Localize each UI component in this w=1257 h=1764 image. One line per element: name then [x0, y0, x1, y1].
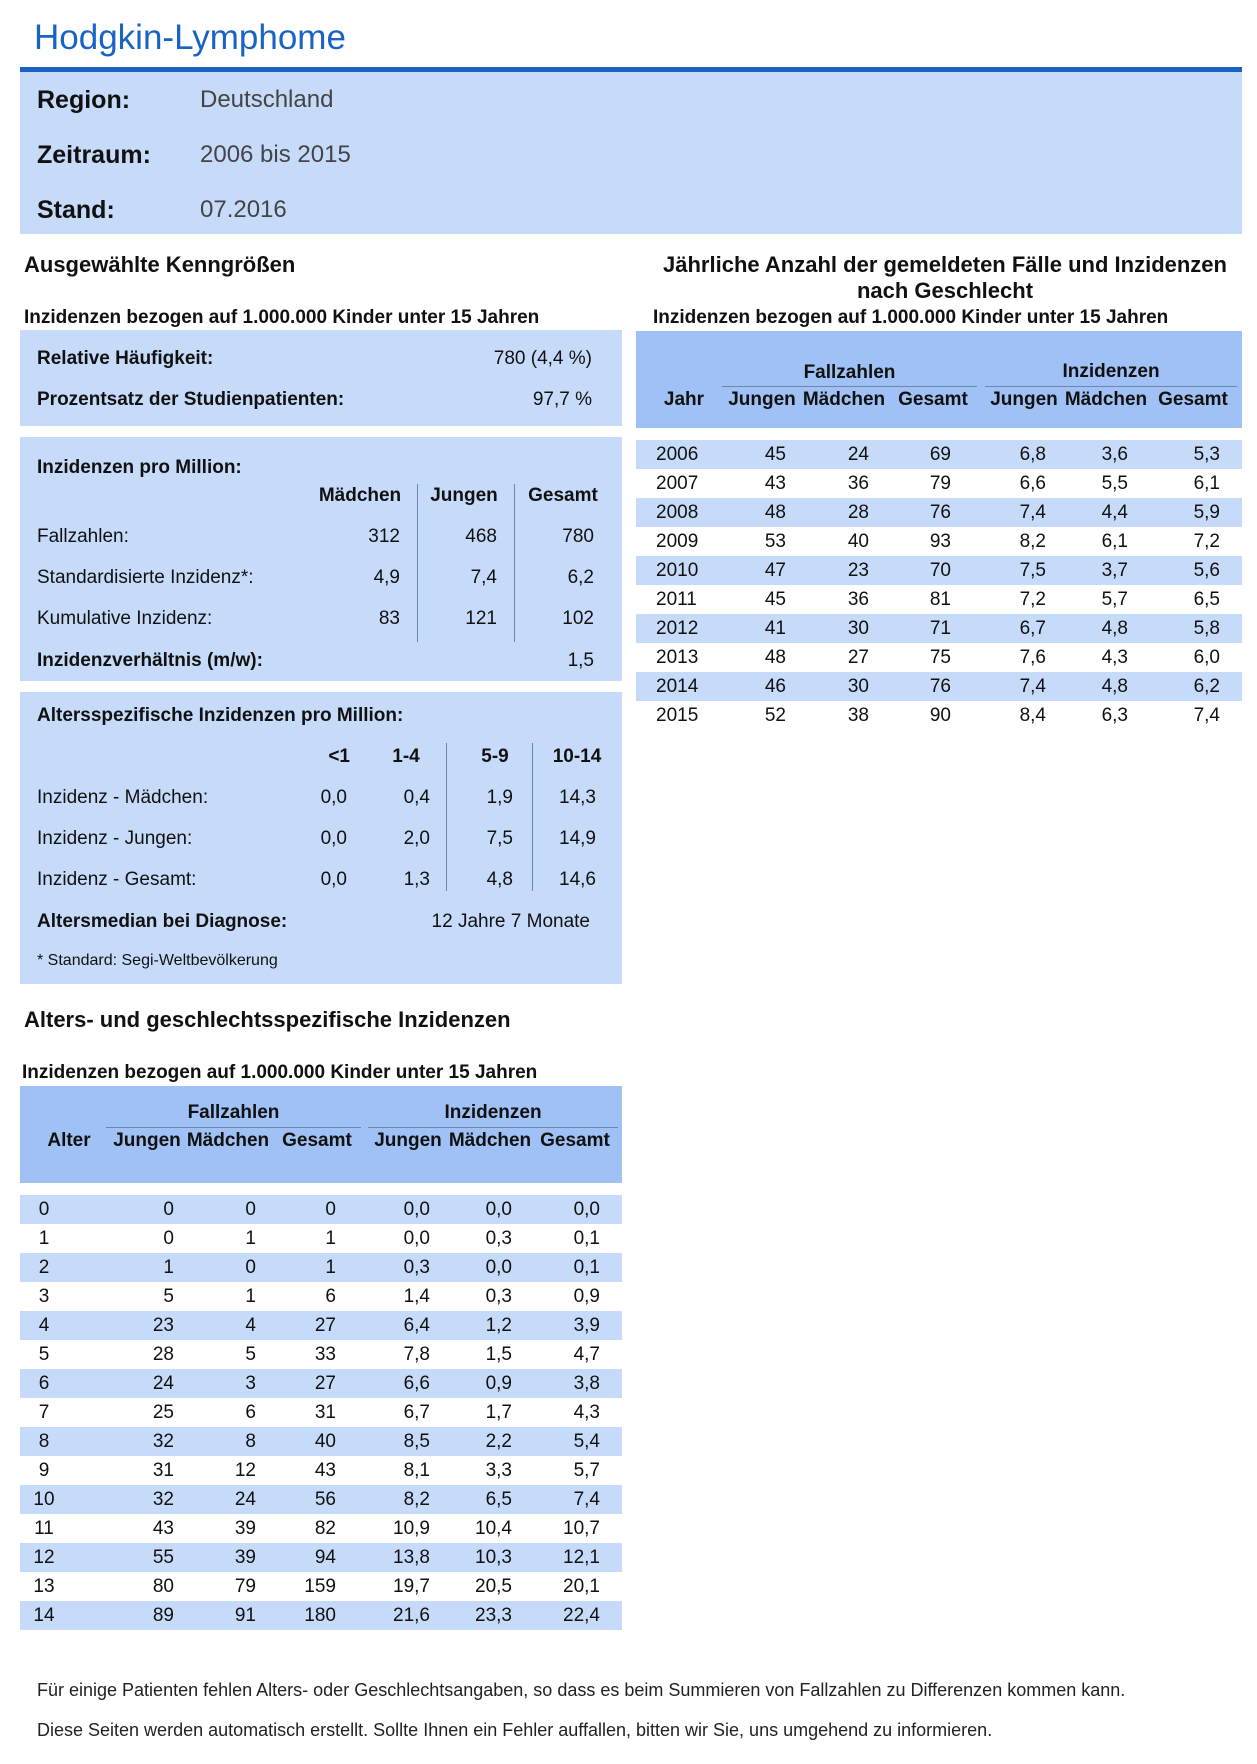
- cell-value: 0,4: [403, 787, 430, 808]
- col-gesamt: Gesamt: [1158, 389, 1228, 410]
- jungen-cell: 28: [120, 1340, 196, 1369]
- status-value: 07.2016: [200, 196, 287, 223]
- inz-jungen-cell: 7,4: [973, 498, 1068, 527]
- col-maedchen: Mädchen: [448, 1130, 532, 1151]
- table-row: [20, 1485, 622, 1514]
- gesamt-cell: 31: [278, 1398, 358, 1427]
- jungen-cell: 52: [728, 701, 808, 730]
- row-label: Inzidenz - Gesamt:: [37, 869, 197, 890]
- inz-jungen-cell: 8,5: [358, 1427, 452, 1456]
- inz-maedchen-cell: 5,7: [1068, 585, 1150, 614]
- table-row: [636, 498, 1242, 527]
- maedchen-cell: 4: [196, 1311, 278, 1340]
- year-cell: 11: [20, 1514, 120, 1543]
- table-row: [20, 1427, 622, 1456]
- inz-maedchen-cell: 4,4: [1068, 498, 1150, 527]
- table-row: [20, 1340, 622, 1369]
- jungen-cell: 23: [120, 1311, 196, 1340]
- inz-jungen-cell: 0,0: [358, 1195, 452, 1224]
- divider: [722, 386, 977, 387]
- inz-maedchen-cell: 3,7: [1068, 556, 1150, 585]
- table-row: [20, 1514, 622, 1543]
- inz-jungen-cell: 10,9: [358, 1514, 452, 1543]
- maedchen-cell: 1: [196, 1282, 278, 1311]
- row-label: Kumulative Inzidenz:: [37, 608, 213, 629]
- year-cell: 14: [20, 1601, 120, 1630]
- jungen-cell: 48: [728, 643, 808, 672]
- cell-value: 468: [465, 526, 497, 547]
- inz-gesamt-cell: 5,7: [534, 1456, 622, 1485]
- maedchen-cell: 1: [196, 1224, 278, 1253]
- group-fallzahlen: Fallzahlen: [803, 362, 896, 383]
- inz-gesamt-cell: 0,9: [534, 1282, 622, 1311]
- cell-value: 2,0: [403, 828, 430, 849]
- inz-gesamt-cell: 22,4: [534, 1601, 622, 1630]
- gesamt-cell: 79: [891, 469, 973, 498]
- year-cell: 6: [20, 1369, 120, 1398]
- maedchen-cell: 91: [196, 1601, 278, 1630]
- inz-gesamt-cell: 4,7: [534, 1340, 622, 1369]
- inz-gesamt-cell: 5,9: [1150, 498, 1242, 527]
- year-cell: 0: [20, 1195, 120, 1224]
- incidence-heading: Inzidenzen pro Million:: [37, 457, 242, 478]
- gesamt-cell: 6: [278, 1282, 358, 1311]
- inz-jungen-cell: 7,2: [973, 585, 1068, 614]
- jungen-cell: 55: [120, 1543, 196, 1572]
- study-percentage-label: Prozentsatz der Studienpatienten:: [37, 389, 345, 410]
- col-jungen: Jungen: [728, 389, 796, 410]
- maedchen-cell: 0: [196, 1253, 278, 1282]
- inz-maedchen-cell: 10,3: [452, 1543, 534, 1572]
- maedchen-cell: 30: [808, 672, 891, 701]
- summary-panel: [20, 330, 622, 426]
- table-row: [636, 440, 1242, 469]
- inz-maedchen-cell: 3,3: [452, 1456, 534, 1485]
- inz-jungen-cell: 8,1: [358, 1456, 452, 1485]
- year-cell: 2008: [636, 498, 728, 527]
- year-cell: 2015: [636, 701, 728, 730]
- inz-maedchen-cell: 0,3: [452, 1282, 534, 1311]
- maedchen-cell: 8: [196, 1427, 278, 1456]
- inz-gesamt-cell: 0,0: [534, 1195, 622, 1224]
- maedchen-cell: 39: [196, 1543, 278, 1572]
- relative-frequency-value: 780 (4,4 %): [493, 348, 592, 369]
- gesamt-cell: 27: [278, 1369, 358, 1398]
- gesamt-cell: 90: [891, 701, 973, 730]
- maedchen-cell: 28: [808, 498, 891, 527]
- inz-maedchen-cell: 0,9: [452, 1369, 534, 1398]
- inz-maedchen-cell: 6,5: [452, 1485, 534, 1514]
- relative-frequency-label: Relative Häufigkeit:: [37, 348, 214, 369]
- region-label: Region:: [37, 86, 131, 114]
- inz-gesamt-cell: 0,1: [534, 1253, 622, 1282]
- col-maedchen: Mädchen: [802, 389, 886, 410]
- inz-jungen-cell: 6,8: [973, 440, 1068, 469]
- table-row: [20, 1369, 622, 1398]
- table-row: [20, 1195, 622, 1224]
- year-cell: 10: [20, 1485, 120, 1514]
- inz-jungen-cell: 19,7: [358, 1572, 452, 1601]
- cell-value: 14,3: [559, 787, 596, 808]
- jungen-cell: 32: [120, 1427, 196, 1456]
- cell-value: 14,9: [559, 828, 596, 849]
- col-jahr: Jahr: [663, 389, 705, 410]
- maedchen-cell: 27: [808, 643, 891, 672]
- cell-value: 0,0: [320, 869, 347, 890]
- year-cell: 2011: [636, 585, 728, 614]
- table-row: [20, 1224, 622, 1253]
- table-row: [20, 1398, 622, 1427]
- row-label: Standardisierte Inzidenz*:: [37, 567, 254, 588]
- inz-maedchen-cell: 1,5: [452, 1340, 534, 1369]
- gesamt-cell: 33: [278, 1340, 358, 1369]
- inz-jungen-cell: 8,2: [973, 527, 1068, 556]
- jungen-cell: 25: [120, 1398, 196, 1427]
- inz-gesamt-cell: 12,1: [534, 1543, 622, 1572]
- year-cell: 2013: [636, 643, 728, 672]
- row-label: Fallzahlen:: [37, 526, 129, 547]
- jungen-cell: 47: [728, 556, 808, 585]
- study-percentage-value: 97,7 %: [532, 389, 592, 410]
- inz-jungen-cell: 21,6: [358, 1601, 452, 1630]
- inz-maedchen-cell: 3,6: [1068, 440, 1150, 469]
- inz-jungen-cell: 7,6: [973, 643, 1068, 672]
- inz-maedchen-cell: 1,2: [452, 1311, 534, 1340]
- cell-value: 4,8: [486, 869, 513, 890]
- maedchen-cell: 23: [808, 556, 891, 585]
- group-inzidenzen: Inzidenzen: [444, 1102, 542, 1123]
- inz-maedchen-cell: 4,8: [1068, 672, 1150, 701]
- gesamt-cell: 71: [891, 614, 973, 643]
- year-cell: 2012: [636, 614, 728, 643]
- inz-gesamt-cell: 5,4: [534, 1427, 622, 1456]
- age-col: 1-4: [392, 746, 420, 767]
- jungen-cell: 43: [728, 469, 808, 498]
- inz-jungen-cell: 6,7: [973, 614, 1068, 643]
- col-jungen: Jungen: [374, 1130, 442, 1151]
- year-cell: 8: [20, 1427, 120, 1456]
- year-cell: 3: [20, 1282, 120, 1311]
- gesamt-cell: 180: [278, 1601, 358, 1630]
- table-row: [636, 585, 1242, 614]
- year-cell: 2009: [636, 527, 728, 556]
- cell-value: 83: [378, 608, 400, 629]
- cell-value: 7,4: [470, 567, 497, 588]
- inz-maedchen-cell: 0,0: [452, 1253, 534, 1282]
- year-cell: 2006: [636, 440, 728, 469]
- jungen-cell: 43: [120, 1514, 196, 1543]
- cell-value: 4,9: [373, 567, 400, 588]
- status-label: Stand:: [37, 196, 115, 224]
- gesamt-cell: 76: [891, 672, 973, 701]
- maedchen-cell: 38: [808, 701, 891, 730]
- maedchen-cell: 40: [808, 527, 891, 556]
- inz-gesamt-cell: 4,3: [534, 1398, 622, 1427]
- jungen-cell: 31: [120, 1456, 196, 1485]
- inz-gesamt-cell: 6,5: [1150, 585, 1242, 614]
- cell-value: 1,9: [486, 787, 513, 808]
- yearly-heading-2: nach Geschlecht: [856, 278, 1034, 303]
- inz-jungen-cell: 6,6: [358, 1369, 452, 1398]
- divider: [446, 743, 447, 891]
- gesamt-cell: 56: [278, 1485, 358, 1514]
- inz-jungen-cell: 0,0: [358, 1224, 452, 1253]
- inz-gesamt-cell: 6,2: [1150, 672, 1242, 701]
- gesamt-cell: 69: [891, 440, 973, 469]
- period-label: Zeitraum:: [37, 141, 151, 169]
- jungen-cell: 48: [728, 498, 808, 527]
- inz-maedchen-cell: 4,8: [1068, 614, 1150, 643]
- median-label: Altersmedian bei Diagnose:: [37, 911, 288, 932]
- table-row: [20, 1282, 622, 1311]
- maedchen-cell: 24: [808, 440, 891, 469]
- median-value: 12 Jahre 7 Monate: [431, 911, 590, 932]
- maedchen-cell: 3: [196, 1369, 278, 1398]
- inz-maedchen-cell: 0,0: [452, 1195, 534, 1224]
- year-cell: 9: [20, 1456, 120, 1485]
- inz-jungen-cell: 8,2: [358, 1485, 452, 1514]
- jungen-cell: 46: [728, 672, 808, 701]
- year-cell: 5: [20, 1340, 120, 1369]
- inz-gesamt-cell: 3,9: [534, 1311, 622, 1340]
- table-row: [636, 672, 1242, 701]
- region-value: Deutschland: [200, 86, 334, 113]
- jungen-cell: 41: [728, 614, 808, 643]
- period-value: 2006 bis 2015: [200, 141, 351, 168]
- maedchen-cell: 0: [196, 1195, 278, 1224]
- jungen-cell: 0: [120, 1195, 196, 1224]
- inz-maedchen-cell: 2,2: [452, 1427, 534, 1456]
- yearly-table: [636, 440, 1242, 730]
- cell-value: 7,5: [486, 828, 513, 849]
- maedchen-cell: 39: [196, 1514, 278, 1543]
- gesamt-cell: 1: [278, 1224, 358, 1253]
- gesamt-cell: 94: [278, 1543, 358, 1572]
- gesamt-cell: 27: [278, 1311, 358, 1340]
- gesamt-cell: 159: [278, 1572, 358, 1601]
- inz-gesamt-cell: 6,1: [1150, 469, 1242, 498]
- jungen-cell: 24: [120, 1369, 196, 1398]
- inz-jungen-cell: 8,4: [973, 701, 1068, 730]
- cell-value: 1,3: [403, 869, 430, 890]
- footer-disclaimer: Diese Seiten werden automatisch erstellt. Sollte Ihnen ein Fehler auffallen, bitten wir Sie, uns umgehend zu informieren.: [37, 1720, 993, 1740]
- inz-gesamt-cell: 0,1: [534, 1224, 622, 1253]
- maedchen-cell: 24: [196, 1485, 278, 1514]
- year-cell: 2010: [636, 556, 728, 585]
- cell-value: 0,0: [320, 787, 347, 808]
- table-row: [636, 556, 1242, 585]
- year-cell: 4: [20, 1311, 120, 1340]
- cell-value: 102: [562, 608, 594, 629]
- cell-value: 14,6: [559, 869, 596, 890]
- inz-gesamt-cell: 20,1: [534, 1572, 622, 1601]
- gesamt-cell: 43: [278, 1456, 358, 1485]
- table-row: [636, 701, 1242, 730]
- cell-value: 121: [465, 608, 497, 629]
- col-jungen: Jungen: [990, 389, 1058, 410]
- table-row: [636, 469, 1242, 498]
- inz-gesamt-cell: 5,8: [1150, 614, 1242, 643]
- group-fallzahlen: Fallzahlen: [187, 1102, 280, 1123]
- table-row: [20, 1572, 622, 1601]
- yearly-heading: Jährliche Anzahl der gemeldeten Fälle und Inzidenzen: [663, 252, 1227, 277]
- gesamt-cell: 40: [278, 1427, 358, 1456]
- inz-maedchen-cell: 1,7: [452, 1398, 534, 1427]
- jungen-cell: 1: [120, 1253, 196, 1282]
- divider: [532, 743, 533, 891]
- kenngroessen-subheading: Inzidenzen bezogen auf 1.000.000 Kinder unter 15 Jahren: [24, 307, 540, 328]
- inz-jungen-cell: 7,5: [973, 556, 1068, 585]
- inz-gesamt-cell: 5,3: [1150, 440, 1242, 469]
- cell-value: 312: [368, 526, 400, 547]
- col-jungen: Jungen: [430, 485, 498, 506]
- inz-maedchen-cell: 10,4: [452, 1514, 534, 1543]
- jungen-cell: 53: [728, 527, 808, 556]
- col-maedchen: Mädchen: [1064, 389, 1148, 410]
- footnote: * Standard: Segi-Weltbevölkerung: [37, 952, 278, 969]
- inz-maedchen-cell: 20,5: [452, 1572, 534, 1601]
- inz-gesamt-cell: 3,8: [534, 1369, 622, 1398]
- inz-gesamt-cell: 7,2: [1150, 527, 1242, 556]
- inz-gesamt-cell: 6,0: [1150, 643, 1242, 672]
- agesex-heading: Alters- und geschlechtsspezifische Inzidenzen: [24, 1007, 511, 1032]
- kenngroessen-heading: Ausgewählte Kenngrößen: [24, 252, 296, 277]
- ratio-label: Inzidenzverhältnis (m/w):: [37, 650, 263, 671]
- jungen-cell: 45: [728, 585, 808, 614]
- inz-gesamt-cell: 5,6: [1150, 556, 1242, 585]
- year-cell: 1: [20, 1224, 120, 1253]
- col-maedchen: Mädchen: [186, 1130, 270, 1151]
- gesamt-cell: 75: [891, 643, 973, 672]
- group-inzidenzen: Inzidenzen: [1062, 361, 1160, 382]
- jungen-cell: 32: [120, 1485, 196, 1514]
- col-gesamt: Gesamt: [528, 485, 598, 506]
- row-label: Inzidenz - Jungen:: [37, 828, 193, 849]
- jungen-cell: 0: [120, 1224, 196, 1253]
- maedchen-cell: 5: [196, 1340, 278, 1369]
- inz-jungen-cell: 7,8: [358, 1340, 452, 1369]
- year-cell: 2007: [636, 469, 728, 498]
- col-gesamt: Gesamt: [540, 1130, 610, 1151]
- inz-jungen-cell: 0,3: [358, 1253, 452, 1282]
- age-col: 5-9: [481, 746, 509, 767]
- gesamt-cell: 0: [278, 1195, 358, 1224]
- inz-jungen-cell: 6,4: [358, 1311, 452, 1340]
- inz-maedchen-cell: 0,3: [452, 1224, 534, 1253]
- inz-maedchen-cell: 23,3: [452, 1601, 534, 1630]
- maedchen-cell: 6: [196, 1398, 278, 1427]
- inz-maedchen-cell: 6,1: [1068, 527, 1150, 556]
- table-row: [20, 1253, 622, 1282]
- inz-jungen-cell: 6,7: [358, 1398, 452, 1427]
- gesamt-cell: 76: [891, 498, 973, 527]
- maedchen-cell: 30: [808, 614, 891, 643]
- divider: [368, 1127, 618, 1128]
- jungen-cell: 45: [728, 440, 808, 469]
- gesamt-cell: 81: [891, 585, 973, 614]
- gesamt-cell: 70: [891, 556, 973, 585]
- gesamt-cell: 82: [278, 1514, 358, 1543]
- agesex-subheading: Inzidenzen bezogen auf 1.000.000 Kinder unter 15 Jahren: [22, 1062, 538, 1083]
- inz-maedchen-cell: 5,5: [1068, 469, 1150, 498]
- col-gesamt: Gesamt: [898, 389, 968, 410]
- divider: [106, 1127, 361, 1128]
- maedchen-cell: 12: [196, 1456, 278, 1485]
- table-row: [20, 1601, 622, 1630]
- cell-value: 0,0: [320, 828, 347, 849]
- jungen-cell: 80: [120, 1572, 196, 1601]
- age-col: <1: [328, 746, 350, 767]
- inz-jungen-cell: 1,4: [358, 1282, 452, 1311]
- agesex-table: [20, 1195, 622, 1630]
- jungen-cell: 89: [120, 1601, 196, 1630]
- jungen-cell: 5: [120, 1282, 196, 1311]
- row-label: Inzidenz - Mädchen:: [37, 787, 209, 808]
- year-cell: 2: [20, 1253, 120, 1282]
- ratio-value: 1,5: [567, 650, 594, 671]
- yearly-subheading: Inzidenzen bezogen auf 1.000.000 Kinder unter 15 Jahren: [653, 307, 1169, 328]
- table-row: [636, 527, 1242, 556]
- table-row: [20, 1543, 622, 1572]
- page-title: Hodgkin-Lymphome: [34, 18, 346, 57]
- gesamt-cell: 93: [891, 527, 973, 556]
- table-row: [20, 1456, 622, 1485]
- table-row: [20, 1311, 622, 1340]
- inz-maedchen-cell: 6,3: [1068, 701, 1150, 730]
- year-cell: 13: [20, 1572, 120, 1601]
- year-cell: 2014: [636, 672, 728, 701]
- col-jungen: Jungen: [113, 1130, 181, 1151]
- inz-gesamt-cell: 7,4: [534, 1485, 622, 1514]
- inz-jungen-cell: 6,6: [973, 469, 1068, 498]
- inz-maedchen-cell: 4,3: [1068, 643, 1150, 672]
- age-col: 10-14: [552, 746, 602, 767]
- col-gesamt: Gesamt: [282, 1130, 352, 1151]
- maedchen-cell: 36: [808, 585, 891, 614]
- table-row: [636, 643, 1242, 672]
- divider: [985, 386, 1237, 387]
- cell-value: 780: [562, 526, 594, 547]
- age-incidence-heading: Altersspezifische Inzidenzen pro Million:: [37, 705, 404, 726]
- maedchen-cell: 36: [808, 469, 891, 498]
- inz-gesamt-cell: 10,7: [534, 1514, 622, 1543]
- inz-gesamt-cell: 7,4: [1150, 701, 1242, 730]
- inz-jungen-cell: 7,4: [973, 672, 1068, 701]
- divider: [417, 484, 418, 642]
- gesamt-cell: 1: [278, 1253, 358, 1282]
- inz-jungen-cell: 13,8: [358, 1543, 452, 1572]
- year-cell: 7: [20, 1398, 120, 1427]
- col-alter: Alter: [47, 1130, 91, 1151]
- table-row: [636, 614, 1242, 643]
- col-maedchen: Mädchen: [318, 485, 402, 506]
- divider: [514, 484, 515, 642]
- cell-value: 6,2: [567, 567, 594, 588]
- maedchen-cell: 79: [196, 1572, 278, 1601]
- year-cell: 12: [20, 1543, 120, 1572]
- footer-note: Für einige Patienten fehlen Alters- oder Geschlechtsangaben, so dass es beim Summieren von Fallzahlen zu Differenzen kommen kann.: [37, 1680, 1126, 1700]
